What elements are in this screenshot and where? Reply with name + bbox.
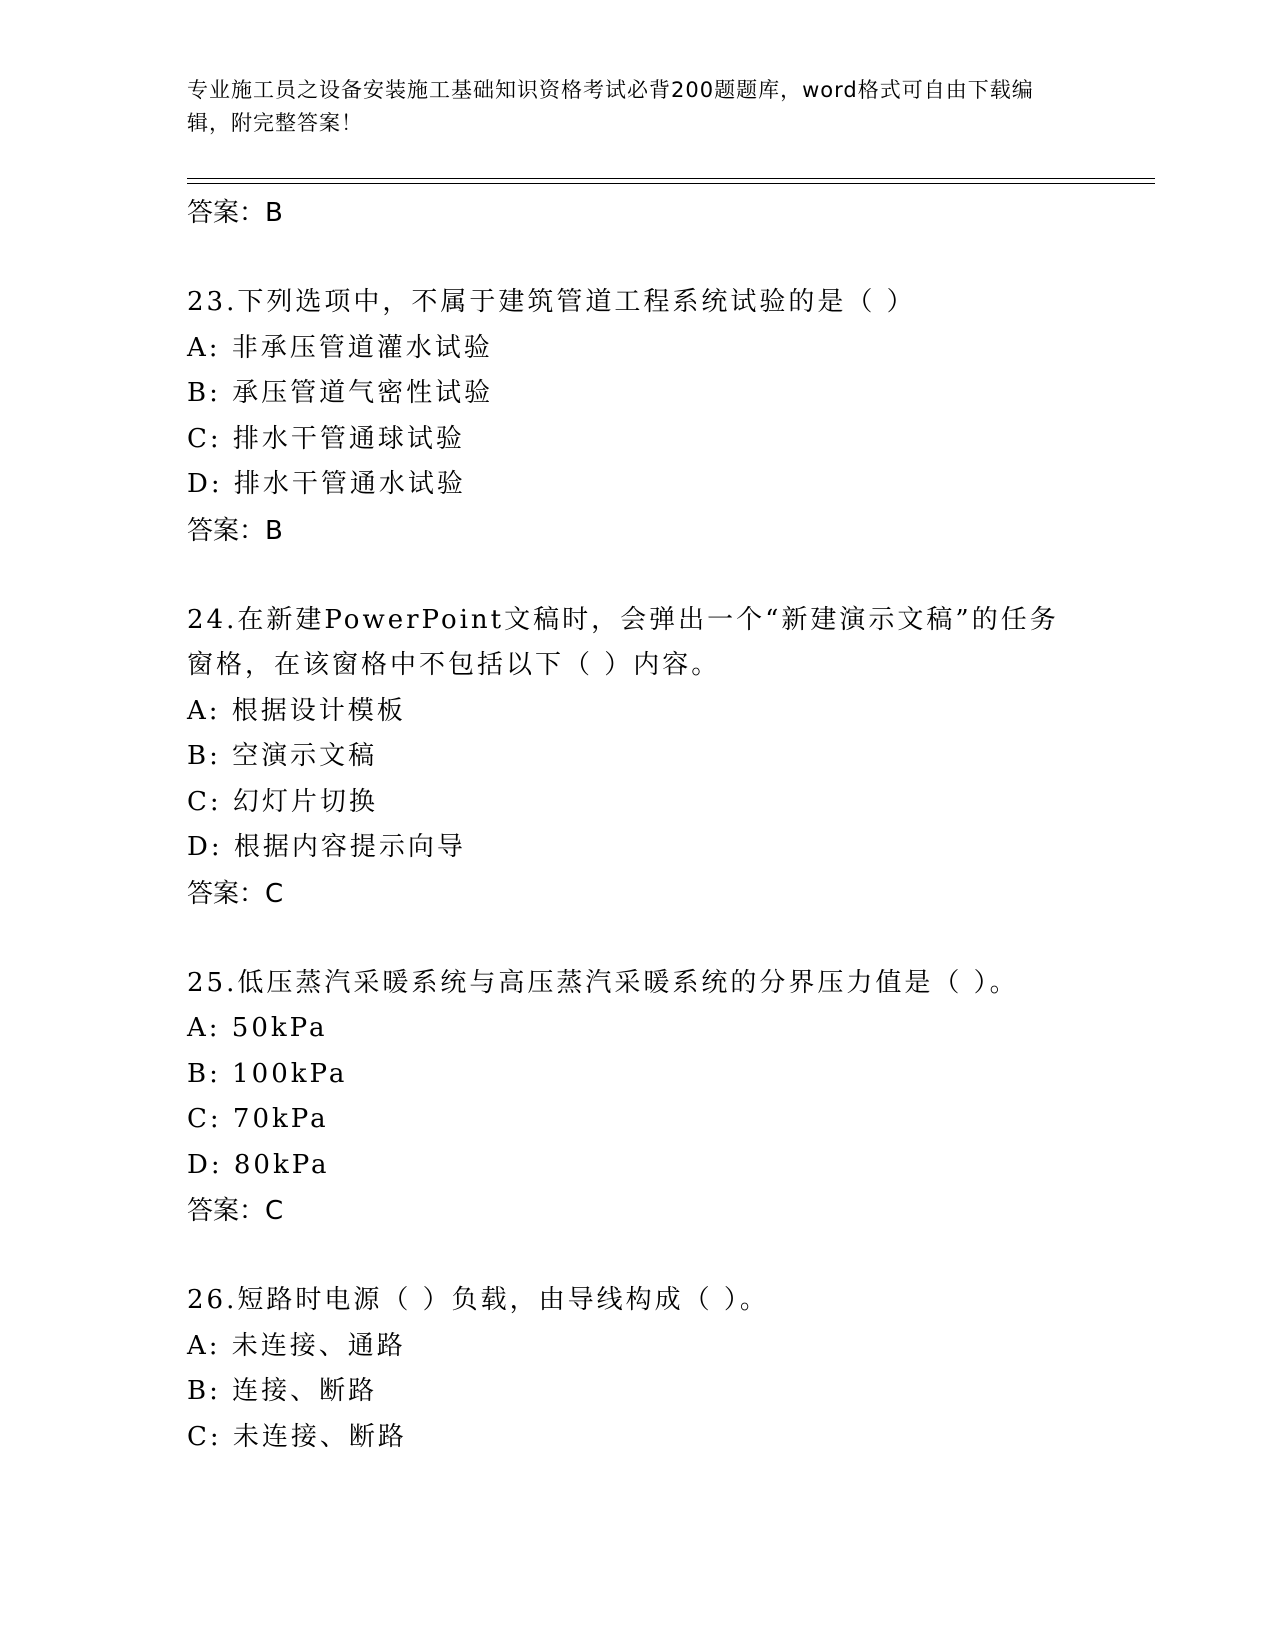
question-block [187,598,1087,917]
header-rule-bottom [187,183,1155,184]
option-d: D: 80kPa [187,1149,330,1180]
option-a: A: 非承压管道灌水试验 [187,332,493,363]
question-text: 25.低压蒸汽采暖系统与高压蒸汽采暖系统的分界压力值是（ ）。 [187,967,1019,998]
option-c: C: 幻灯片切换 [187,786,378,817]
option-c: C: 排水干管通球试验 [187,423,465,454]
option-a: A: 未连接、通路 [187,1330,406,1361]
answer-line: 答案：B [187,515,283,546]
option-b: B: 连接、断路 [187,1376,378,1406]
question-text: 24.在新建PowerPoint文稿时，会弹出一个“新建演示文稿”的任务窗格，在该窗格中不包括以下（ ）内容。 [187,604,1059,680]
question-block [187,280,1087,554]
answer-line: 答案：C [187,878,284,909]
option-b: B: 100kPa [187,1058,348,1089]
question-block [187,961,1087,1235]
answer-line: 答案：B [187,198,283,228]
option-a: A: 根据设计模板 [187,695,406,726]
option-d: D: 排水干管通水试验 [187,469,466,499]
header-rule-top [187,178,1155,179]
option-a: A: 50kPa [187,1013,328,1043]
option-c: C: 70kPa [187,1104,329,1134]
question-text: 23.下列选项中，不属于建筑管道工程系统试验的是（ ） [187,287,916,317]
question-block [187,1278,1087,1460]
question-text: 26.短路时电源（ ）负载，由导线构成（ ）。 [187,1285,769,1315]
option-b: B: 承压管道气密性试验 [187,378,494,408]
option-b: B: 空演示文稿 [187,741,378,771]
option-d: D: 根据内容提示向导 [187,832,466,862]
document-header: 专业施工员之设备安装施工基础知识资格考试必背200题题库，word格式可自由下载编辑，附完整答案！ [187,78,1034,135]
question-list [187,190,1087,1460]
answer-line: 答案：C [187,1196,284,1226]
option-c: C: 未连接、断路 [187,1421,407,1452]
